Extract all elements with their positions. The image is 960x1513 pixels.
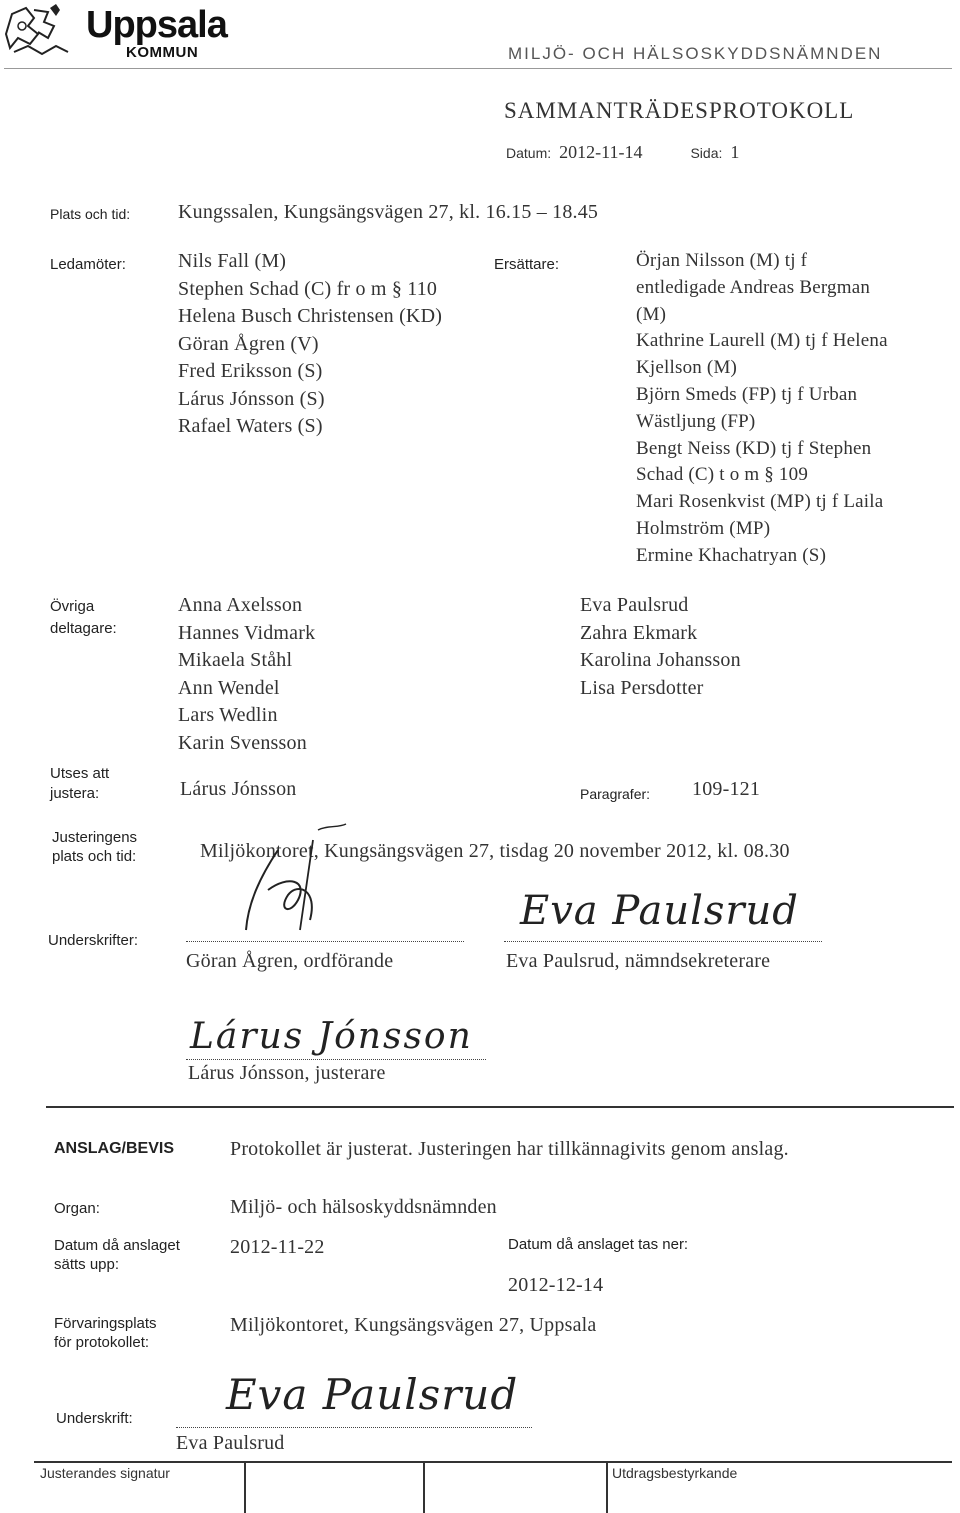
- notice-title: ANSLAG/BEVIS: [54, 1140, 175, 1157]
- substitutes-label: Ersättare:: [494, 256, 560, 273]
- list-item: Anna Axelsson: [178, 594, 303, 616]
- list-item: Ermine Khachatryan (S): [636, 544, 827, 566]
- secretary-name: Eva Paulsrud, nämndsekreterare: [506, 950, 771, 972]
- logo-name: Uppsala: [86, 4, 227, 46]
- list-item: Bengt Neiss (KD) tj f Stephen: [636, 437, 872, 459]
- paragraphs-label: Paragrafer:: [580, 786, 651, 802]
- list-item: Lisa Persdotter: [580, 676, 704, 699]
- list-item: Fred Eriksson (S): [178, 360, 323, 382]
- logo: [4, 4, 274, 66]
- list-item: Göran Ågren (V): [178, 332, 319, 355]
- list-item: entledigade Andreas Bergman: [636, 276, 871, 298]
- list-item: Björn Smeds (FP) tj f Urban: [636, 383, 858, 405]
- posted-label-line: sätts upp:: [54, 1256, 120, 1273]
- list-item: Lárus Jónsson (S): [178, 387, 325, 410]
- posted-label-line: Datum då anslaget: [54, 1237, 180, 1254]
- list-item: Rafael Waters (S): [178, 415, 323, 437]
- secretary-signature: Eva Paulsrud: [520, 888, 799, 934]
- adjust-place-label-line: plats och tid:: [52, 848, 137, 865]
- secretary-signature-line: [504, 940, 822, 942]
- list-item: Schad (C) t o m § 109: [636, 464, 809, 486]
- list-item: Mari Rosenkvist (MP) tj f Laila: [636, 491, 884, 513]
- place-value: Kungssalen, Kungsängsvägen 27, kl. 16.15 – 18.45: [178, 201, 599, 223]
- list-item: Örjan Nilsson (M) tj f: [636, 250, 808, 271]
- list-item: Karin Svensson: [178, 731, 307, 754]
- members-label: Ledamöter:: [50, 256, 126, 273]
- others-label: [50, 596, 117, 640]
- chair-signature-line: [186, 940, 464, 942]
- notice-signer-name: Eva Paulsrud: [176, 1432, 285, 1454]
- coat-of-arms-icon: [4, 4, 74, 64]
- footer-divider-3: [606, 1461, 608, 1513]
- list-item: Zahra Ekmark: [580, 621, 698, 644]
- adjust-place-value: Miljökontoret, Kungsängsvägen 27, tisdag 20 november 2012, kl. 08.30: [200, 840, 790, 862]
- list-item: Lars Wedlin: [178, 704, 278, 726]
- date-row: [506, 142, 739, 163]
- logo-sub: KOMMUN: [126, 44, 199, 61]
- header-rule: [4, 68, 952, 69]
- list-item: Wästljung (FP): [636, 410, 756, 432]
- adjust-place-label: [52, 828, 137, 866]
- list-item: Holmström (MP): [636, 517, 771, 539]
- date-label: Datum:: [506, 145, 552, 161]
- posted-value: 2012-11-22: [230, 1236, 325, 1258]
- list-item: Stephen Schad (C) fr o m § 110: [178, 277, 438, 300]
- list-item: Ann Wendel: [178, 676, 280, 699]
- notice-signature: Eva Paulsrud: [226, 1370, 519, 1419]
- adjust-label-line: Utses att: [50, 765, 110, 782]
- place-label: Plats och tid:: [50, 206, 131, 222]
- adjust-place-label-line: Justeringens: [52, 829, 138, 846]
- others-label-line: deltagare:: [50, 620, 117, 637]
- removed-label: Datum då anslaget tas ner:: [508, 1236, 689, 1253]
- notice-text: Protokollet är justerat. Justeringen har tillkännagivits genom anslag.: [230, 1138, 789, 1160]
- footer-adjuster-signature-label: Justerandes signatur: [40, 1465, 170, 1481]
- date-value: 2012-11-14: [559, 142, 643, 162]
- organ-value: Miljö- och hälsoskyddsnämnden: [230, 1196, 497, 1218]
- others-list-left: [178, 592, 315, 757]
- adjust-label-line: justera:: [50, 785, 100, 802]
- adjuster-signature: Lárus Jónsson: [190, 1016, 473, 1057]
- storage-label-line: Förvaringsplats: [54, 1315, 157, 1332]
- section-divider: [46, 1106, 954, 1108]
- document-title: SAMMANTRÄDESPROTOKOLL: [504, 98, 855, 123]
- list-item: Nils Fall (M): [178, 250, 287, 272]
- signatures-label: Underskrifter:: [48, 932, 139, 949]
- adjuster-signature-line: [186, 1058, 486, 1060]
- footer-certification-label: Utdragsbestyrkande: [612, 1465, 738, 1481]
- storage-value: Miljökontoret, Kungsängsvägen 27, Uppsala: [230, 1314, 597, 1336]
- others-label-line: Övriga: [50, 598, 95, 615]
- list-item: Eva Paulsrud: [580, 594, 689, 616]
- storage-label-line: för protokollet:: [54, 1334, 150, 1351]
- adjuster-name: Lárus Jónsson, justerare: [188, 1062, 386, 1084]
- page-label: Sida:: [690, 145, 723, 161]
- list-item: Hannes Vidmark: [178, 621, 316, 644]
- list-item: Mikaela Ståhl: [178, 649, 293, 671]
- page-value: 1: [730, 142, 740, 162]
- members-list: [178, 248, 442, 441]
- adjust-label: [50, 764, 109, 804]
- footer-top-rule: [34, 1461, 952, 1463]
- substitutes-list: [636, 248, 888, 570]
- storage-label: [54, 1314, 157, 1352]
- underskrift-label: Underskrift:: [56, 1410, 133, 1427]
- adjust-value: Lárus Jónsson: [180, 778, 297, 800]
- authority-name: MILJÖ- OCH HÄLSOSKYDDSNÄMNDEN: [508, 44, 883, 63]
- list-item: Karolina Johansson: [580, 649, 741, 671]
- list-item: Kjellson (M): [636, 357, 738, 379]
- list-item: (M): [636, 303, 667, 325]
- footer-divider-1: [244, 1461, 246, 1513]
- organ-label: Organ:: [54, 1200, 100, 1217]
- posted-label: [54, 1236, 180, 1274]
- list-item: Helena Busch Christensen (KD): [178, 305, 443, 327]
- paragraphs-value: 109-121: [692, 778, 761, 800]
- others-list-right: [580, 592, 741, 702]
- chair-signature-icon: [218, 820, 358, 940]
- list-item: Kathrine Laurell (M) tj f Helena: [636, 330, 888, 352]
- notice-signature-line: [176, 1426, 532, 1428]
- chair-name: Göran Ågren, ordförande: [186, 950, 394, 972]
- footer-divider-2: [423, 1461, 425, 1513]
- removed-value: 2012-12-14: [508, 1274, 604, 1296]
